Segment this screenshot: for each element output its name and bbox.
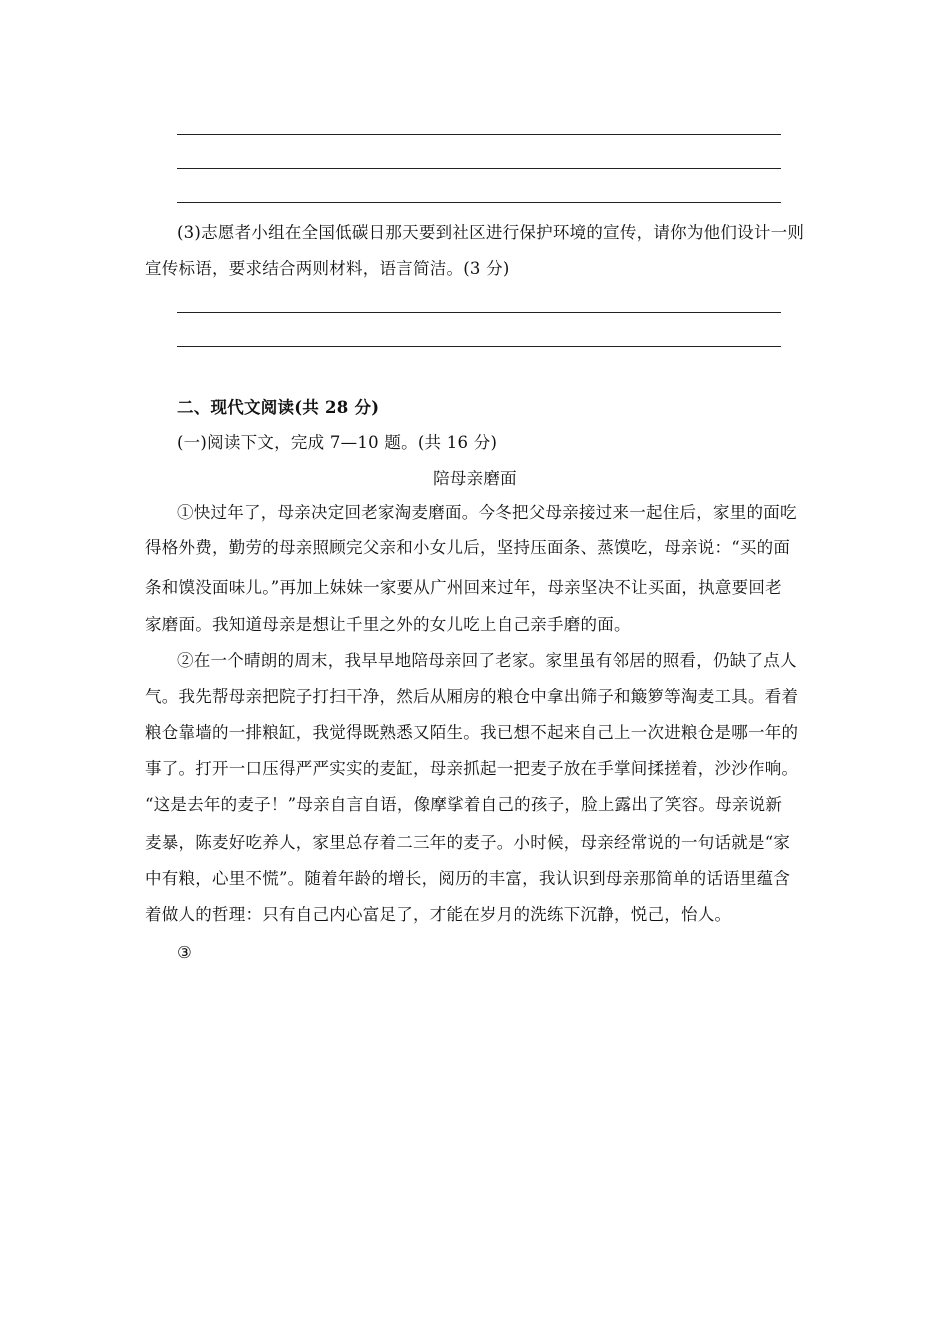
article-line: “这是去年的麦子！”母亲自言自语，像摩挲着自己的孩子，脸上露出了笑容。母亲说新	[145, 795, 783, 814]
article-line: 麦暴，陈麦好吃养人，家里总存着二三年的麦子。小时候，母亲经常说的一句话就是“家	[145, 833, 791, 852]
article-title: 陪母亲磨面	[433, 469, 517, 488]
article-line: 事了。打开一口压得严严实实的麦缸，母亲抓起一把麦子放在手掌间揉搓着，沙沙作响。	[145, 759, 799, 778]
question-3-line-2: 宣传标语，要求结合两则材料，语言简洁。(3 分)	[145, 259, 510, 278]
section-heading: 二、现代文阅读(共 28 分)	[177, 398, 380, 417]
answer-line[interactable]	[177, 202, 781, 203]
question-3-line-1: (3)志愿者小组在全国低碳日那天要到社区进行保护环境的宣传，请你为他们设计一则	[177, 223, 805, 242]
article-line: 条和馍没面味儿。”再加上妹妹一家要从广州回来过年，母亲坚决不让买面，执意要回老	[145, 578, 782, 597]
article-line: 家磨面。我知道母亲是想让千里之外的女儿吃上自己亲手磨的面。	[145, 615, 631, 634]
answer-line[interactable]	[177, 134, 781, 135]
article-line: 气。我先帮母亲把院子打扫干净，然后从厢房的粮仓中拿出筛子和簸箩等淘麦工具。看着	[145, 687, 799, 706]
article-line: ①快过年了，母亲决定回老家淘麦磨面。今冬把父母亲接过来一起住后，家里的面吃	[177, 503, 797, 522]
article-line: ②在一个晴朗的周末，我早早地陪母亲回了老家。家里虽有邻居的照看，仍缺了点人	[177, 651, 797, 670]
article-line: 着做人的哲理：只有自己内心富足了，才能在岁月的洗练下沉静，悦己，怡人。	[145, 905, 732, 924]
article-line: 中有粮，心里不慌”。随着年龄的增长，阅历的丰富，我认识到母亲那简单的话语里蕴含	[145, 869, 791, 888]
article-line: 得格外费，勤劳的母亲照顾完父亲和小女儿后，坚持压面条、蒸馍吃，母亲说：“买的面	[145, 538, 791, 557]
article-line: 粮仓靠墙的一排粮缸，我觉得既熟悉又陌生。我已想不起来自己上一次进粮仓是哪一年的	[145, 723, 799, 742]
article-paragraph-3-marker: ③	[177, 943, 193, 962]
answer-line[interactable]	[177, 312, 781, 313]
answer-line[interactable]	[177, 346, 781, 347]
section-sub-heading: (一)阅读下文，完成 7—10 题。(共 16 分)	[177, 433, 498, 452]
answer-line[interactable]	[177, 168, 781, 169]
